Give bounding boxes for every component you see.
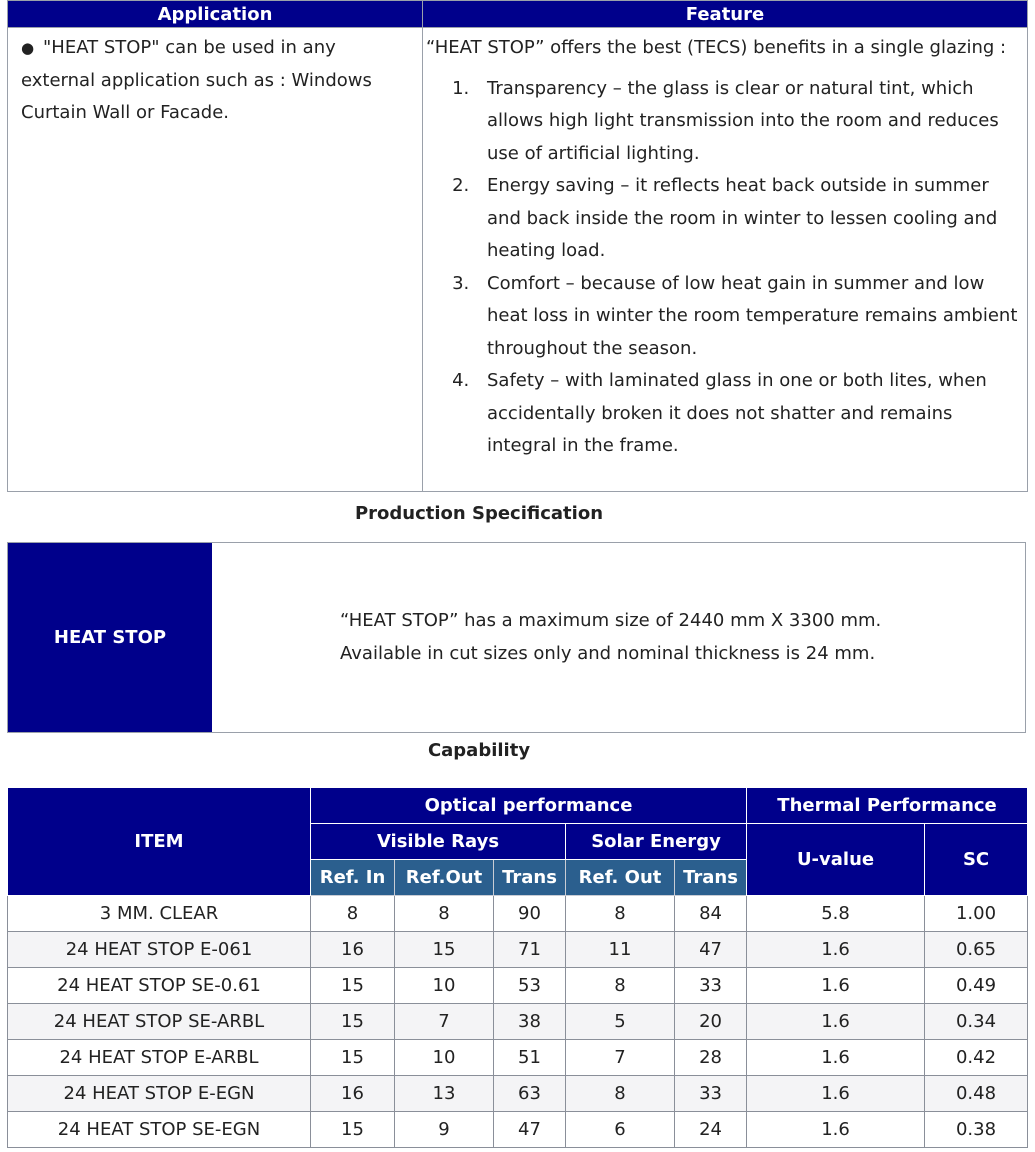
ref-in-header: Ref. In <box>311 860 395 896</box>
ref-out-solar-cell: 11 <box>566 932 675 968</box>
sc-cell: 0.38 <box>925 1112 1028 1148</box>
sc-cell: 0.42 <box>925 1040 1028 1076</box>
feature-item: 4. Safety – with laminated glass in one or both lites, when accidentally broken it does not shatter and remains integral in the frame. <box>475 365 1021 463</box>
item-cell: 24 HEAT STOP E-061 <box>8 932 311 968</box>
ref-out-solar-cell: 8 <box>566 968 675 1004</box>
application-cell <box>8 28 423 492</box>
ref-out-solar-cell: 6 <box>566 1112 675 1148</box>
trans-visible-cell: 47 <box>494 1112 566 1148</box>
trans-visible-cell: 71 <box>494 932 566 968</box>
ref-out-solar-cell: 5 <box>566 1004 675 1040</box>
feature-intro: “HEAT STOP” offers the best (TECS) benefits in a single glazing : <box>426 37 1007 58</box>
ref-out-solar-cell: 8 <box>566 896 675 932</box>
ref-out-solar-cell: 7 <box>566 1040 675 1076</box>
feature-item: 2. Energy saving – it reflects heat back outside in summer and back inside the room in winter to lessen cooling and heating load. <box>475 170 1021 268</box>
thermal-header: Thermal Performance <box>747 788 1028 824</box>
sc-cell: 0.34 <box>925 1004 1028 1040</box>
trans-solar-cell: 20 <box>675 1004 747 1040</box>
sc-header: SC <box>925 824 1028 896</box>
item-cell: 24 HEAT STOP E-ARBL <box>8 1040 311 1076</box>
ref-in-cell: 15 <box>311 1040 395 1076</box>
ref-in-cell: 16 <box>311 932 395 968</box>
ref-out-cell: 13 <box>395 1076 494 1112</box>
u-value-cell: 1.6 <box>747 1004 925 1040</box>
production-text <box>212 543 1025 732</box>
trans-solar-header: Trans <box>675 860 747 896</box>
ref-out-cell: 10 <box>395 968 494 1004</box>
sc-cell: 1.00 <box>925 896 1028 932</box>
sc-cell: 0.65 <box>925 932 1028 968</box>
trans-solar-cell: 47 <box>675 932 747 968</box>
feature-item: 1. Transparency – the glass is clear or natural tint, which allows high light transmission into the room and reduces use of artificial lighting. <box>475 73 1021 171</box>
item-header: ITEM <box>8 788 311 896</box>
trans-visible-cell: 38 <box>494 1004 566 1040</box>
capability-body <box>8 896 1028 1148</box>
item-cell: 24 HEAT STOP SE-ARBL <box>8 1004 311 1040</box>
ref-in-cell: 15 <box>311 1112 395 1148</box>
u-value-cell: 5.8 <box>747 896 925 932</box>
solar-energy-header: Solar Energy <box>566 824 747 860</box>
table-row <box>8 1004 1028 1040</box>
trans-visible-cell: 63 <box>494 1076 566 1112</box>
ref-out-cell: 8 <box>395 896 494 932</box>
ref-in-cell: 15 <box>311 1004 395 1040</box>
feature-header: Feature <box>423 1 1028 28</box>
u-value-header: U-value <box>747 824 925 896</box>
u-value-cell: 1.6 <box>747 1040 925 1076</box>
bullet-icon: ● <box>21 39 35 57</box>
feature-table <box>7 0 1028 492</box>
application-text: "HEAT STOP" can be used in any external application such as : Windows Curtain Wall or Facade. <box>21 37 372 123</box>
ref-out-solar-header: Ref. Out <box>566 860 675 896</box>
production-label: HEAT STOP <box>8 543 212 732</box>
u-value-cell: 1.6 <box>747 968 925 1004</box>
item-cell: 24 HEAT STOP SE-EGN <box>8 1112 311 1148</box>
ref-out-cell: 7 <box>395 1004 494 1040</box>
capability-title: Capability <box>427 740 531 761</box>
production-spec-box <box>7 542 1026 733</box>
ref-out-header: Ref.Out <box>395 860 494 896</box>
table-row <box>8 896 1028 932</box>
trans-solar-cell: 33 <box>675 968 747 1004</box>
feature-list <box>426 73 1021 463</box>
table-row <box>8 1112 1028 1148</box>
trans-visible-cell: 90 <box>494 896 566 932</box>
trans-solar-cell: 84 <box>675 896 747 932</box>
trans-solar-cell: 28 <box>675 1040 747 1076</box>
item-cell: 3 MM. CLEAR <box>8 896 311 932</box>
u-value-cell: 1.6 <box>747 932 925 968</box>
table-row <box>8 1040 1028 1076</box>
production-title: Production Specification <box>354 503 604 524</box>
capability-table <box>7 787 1028 1148</box>
production-line-2: Available in cut sizes only and nominal thickness is 24 mm. <box>340 642 876 664</box>
feature-item: 3. Comfort – because of low heat gain in summer and low heat loss in winter the room temperature remains ambient throughout the season. <box>475 268 1021 366</box>
optical-header: Optical performance <box>311 788 747 824</box>
ref-out-cell: 15 <box>395 932 494 968</box>
trans-visible-header: Trans <box>494 860 566 896</box>
ref-in-cell: 8 <box>311 896 395 932</box>
ref-out-cell: 9 <box>395 1112 494 1148</box>
u-value-cell: 1.6 <box>747 1076 925 1112</box>
u-value-cell: 1.6 <box>747 1112 925 1148</box>
trans-solar-cell: 33 <box>675 1076 747 1112</box>
sc-cell: 0.49 <box>925 968 1028 1004</box>
visible-rays-header: Visible Rays <box>311 824 566 860</box>
trans-solar-cell: 24 <box>675 1112 747 1148</box>
table-row <box>8 1076 1028 1112</box>
ref-out-cell: 10 <box>395 1040 494 1076</box>
item-cell: 24 HEAT STOP E-EGN <box>8 1076 311 1112</box>
ref-in-cell: 15 <box>311 968 395 1004</box>
table-row <box>8 968 1028 1004</box>
ref-out-solar-cell: 8 <box>566 1076 675 1112</box>
item-cell: 24 HEAT STOP SE-0.61 <box>8 968 311 1004</box>
feature-cell <box>423 28 1028 492</box>
ref-in-cell: 16 <box>311 1076 395 1112</box>
table-row <box>8 932 1028 968</box>
production-line-1: “HEAT STOP” has a maximum size of 2440 mm X 3300 mm. <box>340 610 882 631</box>
trans-visible-cell: 51 <box>494 1040 566 1076</box>
sc-cell: 0.48 <box>925 1076 1028 1112</box>
application-header: Application <box>8 1 423 28</box>
trans-visible-cell: 53 <box>494 968 566 1004</box>
